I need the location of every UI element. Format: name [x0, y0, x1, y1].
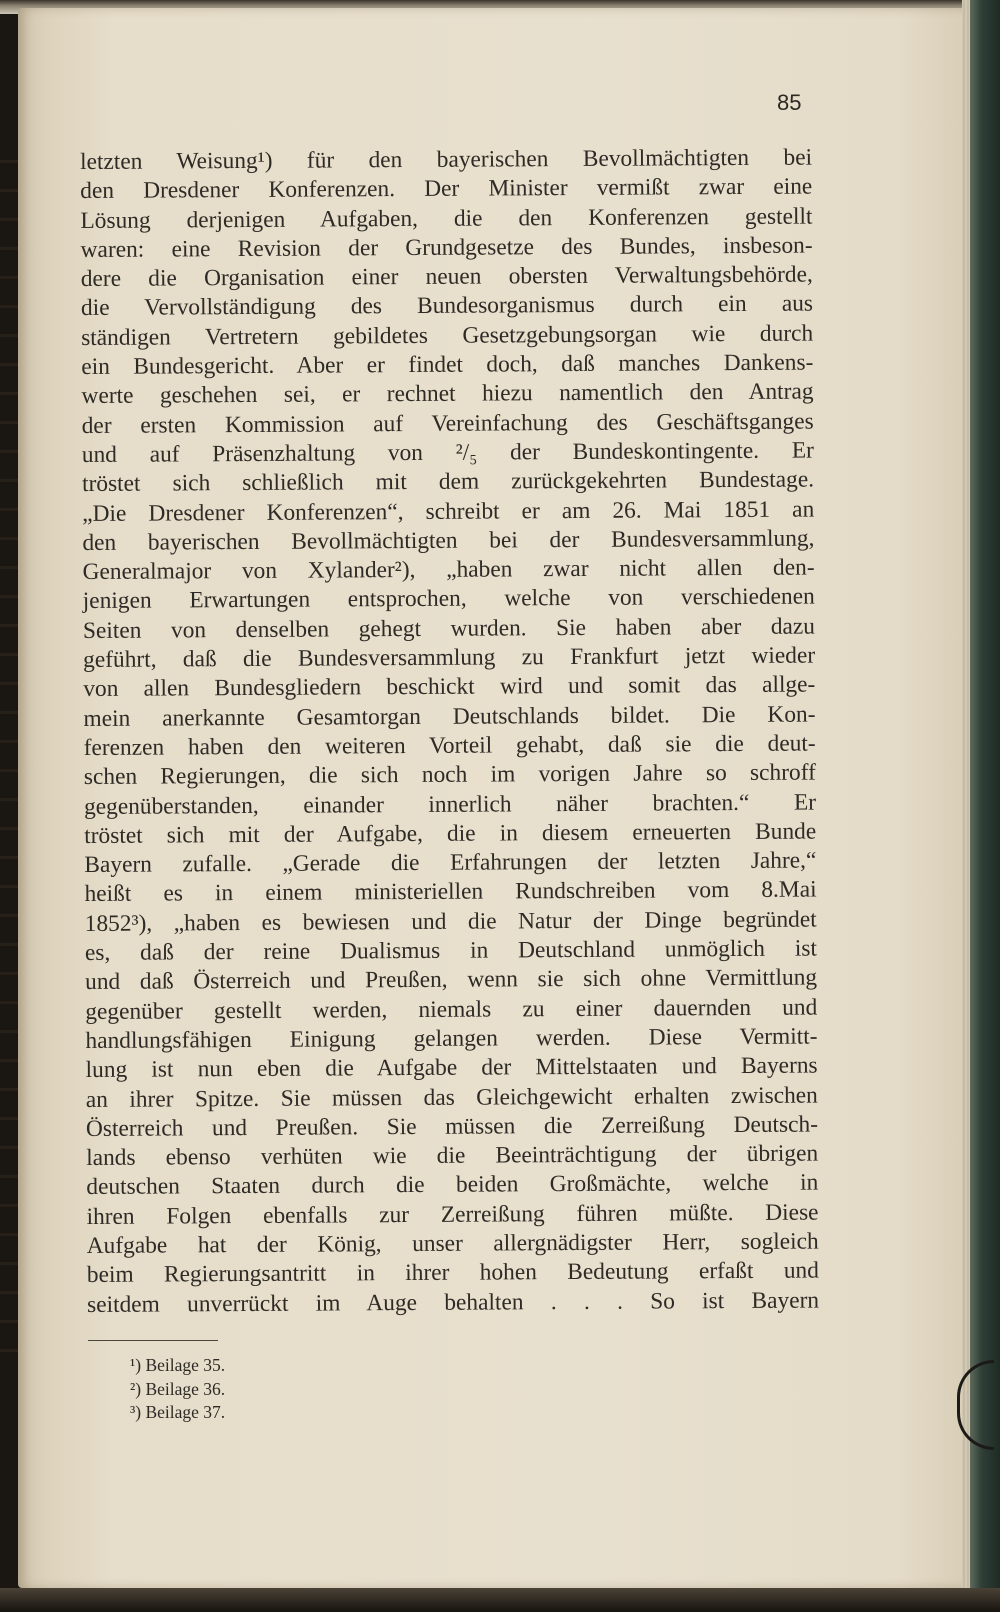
- text-line: heißt es in einem ministeriellen Rundschreiben vom 8.Mai: [84, 876, 817, 908]
- body-text: [80, 144, 819, 1320]
- text-line: von allen Bundesgliedern beschickt wird und somit das allge-: [83, 671, 816, 703]
- text-line: die Vervollständigung des Bundesorganismus durch ein aus: [80, 291, 814, 322]
- text-line: Aufgabe hat der König, unser allergnädigster Herr, sogleich: [86, 1228, 819, 1259]
- text-line: deutschen Staaten durch die beiden Großmächte, welche in: [86, 1169, 819, 1201]
- text-line: gegenüberstanden, einander innerlich näher brachten.“ Er: [83, 789, 817, 820]
- text-line: an ihrer Spitze. Sie müssen das Gleichgewicht erhalten zwischen: [85, 1082, 818, 1113]
- text-line: tröstet sich schließlich mit dem zurückgekehrten Bundestage.: [81, 466, 815, 498]
- text-line: Generalmajor von Xylander²), „haben zwar nicht allen den-: [82, 554, 815, 586]
- text-line: gegenüber gestellt werden, niemals zu einer dauernden und: [85, 994, 818, 1025]
- footnote-rule: [88, 1340, 218, 1341]
- text-line: Lösung derjenigen Aufgaben, die den Konferenzen gestellt: [80, 203, 813, 234]
- text-line: beim Regierungsantritt in ihrer hohen Bedeutung erfaßt und: [86, 1257, 819, 1289]
- text-line: ihren Folgen ebenfalls zur Zerreißung führen müßte. Diese: [86, 1199, 819, 1230]
- text-line: und daß Österreich und Preußen, wenn sie sich ohne Vermittlung: [85, 964, 818, 996]
- text-line: ein Bundesgericht. Aber er findet doch, daß manches Dankens-: [81, 349, 814, 381]
- text-line: geführt, daß die Bundesversammlung zu Frankfurt jetzt wieder: [83, 642, 816, 674]
- footnote: ²) Beilage 36.: [130, 1378, 226, 1399]
- text-line: dere die Organisation einer neuen obersten Verwaltungsbehörde,: [80, 261, 813, 293]
- footnote: ³) Beilage 37.: [130, 1402, 226, 1422]
- text-line: es, daß der reine Dualismus in Deutschland unmöglich ist: [84, 935, 817, 967]
- text-line: handlungsfähigen Einigung gelangen werden. Diese Vermitt-: [85, 1023, 818, 1054]
- text-line: Österreich und Preußen. Sie müssen die Zerreißung Deutsch-: [85, 1111, 819, 1142]
- text-line: letzten Weisung¹) für den bayerischen Bevollmächtigten bei: [80, 144, 813, 175]
- text-line: lung ist nun eben die Aufgabe der Mittelstaaten und Bayerns: [85, 1052, 818, 1084]
- footnotes: [130, 1354, 225, 1425]
- page-number: 85: [777, 90, 802, 115]
- text-line: und auf Präsenzhaltung von ²/₅ der Bundeskontingente. Er: [81, 437, 814, 468]
- text-line: der ersten Kommission auf Vereinfachung des Geschäftsganges: [81, 408, 814, 439]
- text-line: 1852³), „haben es bewiesen und die Natur der Dinge begründet: [84, 906, 817, 937]
- text-line: ständigen Vertretern gebildetes Gesetzgebungsorgan wie durch: [81, 320, 814, 351]
- text-line: seitdem unverrückt im Auge behalten . . . So ist Bayern: [86, 1287, 820, 1318]
- footnote: ¹) Beilage 35.: [130, 1355, 226, 1375]
- book-bottom-edge: [0, 1588, 1000, 1612]
- text-line: werte geschehen sei, er rechnet hiezu namentlich den Antrag: [81, 378, 814, 410]
- text-line: tröstet sich mit der Aufgabe, die in diesem erneuerten Bunde: [84, 818, 817, 849]
- text-line: den bayerischen Bevollmächtigten bei der Bundesversammlung,: [82, 525, 815, 556]
- text-line: „Die Dresdener Konferenzen“, schreibt er am 26. Mai 1851 an: [82, 496, 815, 527]
- text-line: mein anerkannte Gesamtorgan Deutschlands bildet. Die Kon-: [83, 701, 816, 732]
- text-line: jenigen Erwartungen entsprochen, welche von verschiedenen: [82, 583, 815, 615]
- text-line: ferenzen haben den weiteren Vorteil gehabt, daß sie die deut-: [83, 730, 816, 761]
- text-line: schen Regierungen, die sich noch im vorigen Jahre so schroff: [83, 759, 816, 791]
- text-line: Seiten von denselben gehegt wurden. Sie haben aber dazu: [82, 613, 816, 644]
- text-line: lands ebenso verhüten wie die Beeinträchtigung der übrigen: [86, 1140, 819, 1172]
- text-line: waren: eine Revision der Grundgesetze des Bundes, insbeson-: [80, 232, 813, 263]
- text-line: Bayern zufalle. „Gerade die Erfahrungen der letzten Jahre,“: [84, 847, 817, 879]
- text-line: den Dresdener Konferenzen. Der Minister vermißt zwar eine: [80, 173, 813, 205]
